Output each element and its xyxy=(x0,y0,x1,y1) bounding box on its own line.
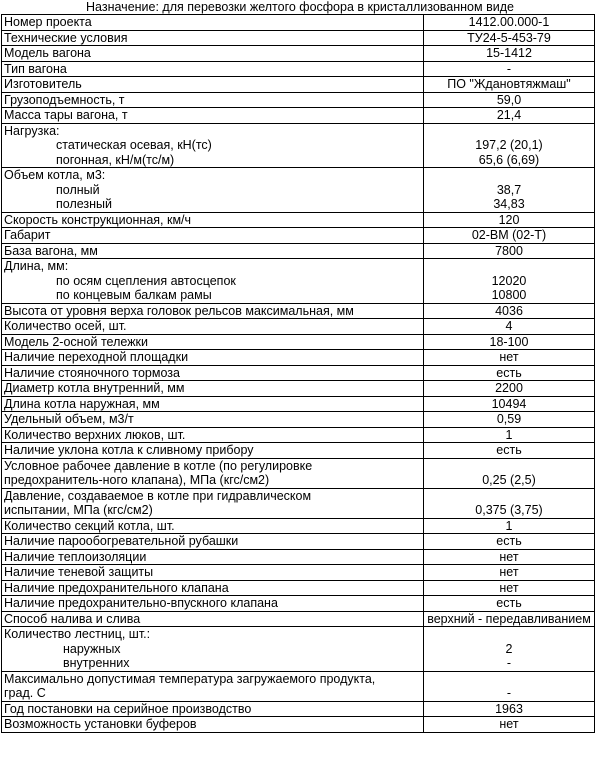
sub-parameter-label: погонная, кН/м(тс/м) xyxy=(56,152,175,167)
sub-parameter-value: - xyxy=(506,656,512,670)
value-spacer xyxy=(426,627,592,642)
parameter-value: есть xyxy=(496,443,522,457)
table-row xyxy=(2,108,595,124)
parameter-cell xyxy=(2,168,424,213)
value-cell xyxy=(424,701,595,717)
value-cell xyxy=(424,381,595,397)
parameter-label: Длина, мм: xyxy=(4,259,69,273)
sub-parameter-value: 197,2 (20,1) xyxy=(475,138,543,152)
parameter-cell xyxy=(2,580,424,596)
value-spacer xyxy=(426,124,592,139)
table-row xyxy=(2,46,595,62)
parameter-label: Количество секций котла, шт. xyxy=(4,518,175,533)
parameter-cell xyxy=(2,443,424,459)
parameter-value: ПО "Ждановтяжмаш" xyxy=(447,77,571,91)
parameter-label: Объем котла, м3: xyxy=(4,168,106,182)
table-row xyxy=(2,412,595,428)
table-row xyxy=(2,365,595,381)
table-row xyxy=(2,350,595,366)
sub-parameter-value: 2 xyxy=(505,641,513,656)
table-row xyxy=(2,611,595,627)
sub-parameter-label: по осям сцепления автосцепок xyxy=(56,273,236,288)
value-cell xyxy=(424,46,595,62)
parameter-label: Длина котла наружная, мм xyxy=(4,396,160,411)
parameter-cell xyxy=(2,243,424,259)
sub-parameter-value: 34,83 xyxy=(493,197,525,211)
parameter-cell xyxy=(2,549,424,565)
parameter-label: Количество осей, шт. xyxy=(4,319,127,333)
parameter-cell xyxy=(2,427,424,443)
value-cell xyxy=(424,580,595,596)
parameter-cell xyxy=(2,319,424,335)
parameter-value: 1 xyxy=(505,518,513,533)
value-cell xyxy=(424,518,595,534)
parameter-label: Изготовитель xyxy=(4,77,82,91)
parameter-value: 21,4 xyxy=(496,108,522,122)
parameter-value: нет xyxy=(499,717,519,731)
table-row xyxy=(2,334,595,350)
value-cell xyxy=(424,443,595,459)
value-cell xyxy=(424,611,595,627)
value-cell xyxy=(424,427,595,443)
sub-parameter-label: внутренних xyxy=(63,656,130,670)
table-row xyxy=(2,381,595,397)
parameter-label: Количество верхних люков, шт. xyxy=(4,427,186,442)
table-row xyxy=(2,168,595,213)
parameter-value: верхний - передавливанием xyxy=(427,611,591,626)
table-row xyxy=(2,30,595,46)
value-cell xyxy=(424,717,595,733)
table-row xyxy=(2,701,595,717)
value-cell xyxy=(424,92,595,108)
parameter-label: Габарит xyxy=(4,228,51,242)
parameter-value: нет xyxy=(499,565,519,579)
parameter-value: - xyxy=(506,686,512,700)
parameter-cell xyxy=(2,46,424,62)
table-row xyxy=(2,458,595,488)
sub-parameter-label: полезный xyxy=(56,197,113,211)
value-cell xyxy=(424,334,595,350)
parameter-cell xyxy=(2,627,424,672)
parameter-cell xyxy=(2,212,424,228)
table-row xyxy=(2,396,595,412)
parameter-value: 1412.00.000-1 xyxy=(468,15,550,29)
value-cell xyxy=(424,549,595,565)
table-row xyxy=(2,580,595,596)
parameter-value: 0,375 (3,75) xyxy=(475,503,543,517)
parameter-value: 59,0 xyxy=(496,92,522,107)
parameter-label: Количество лестниц, шт.: xyxy=(4,627,151,641)
table-row xyxy=(2,534,595,550)
table-row xyxy=(2,259,595,304)
parameter-value: есть xyxy=(496,534,522,548)
table-row xyxy=(2,228,595,244)
parameter-label: Возможность установки буферов xyxy=(4,717,197,731)
value-cell xyxy=(424,488,595,518)
table-row xyxy=(2,443,595,459)
parameter-value: 4 xyxy=(505,319,513,333)
value-cell xyxy=(424,212,595,228)
parameter-cell xyxy=(2,717,424,733)
value-cell xyxy=(424,30,595,46)
sub-parameter-value: 38,7 xyxy=(496,182,522,197)
parameter-cell xyxy=(2,488,424,518)
parameter-cell xyxy=(2,534,424,550)
table-row xyxy=(2,717,595,733)
parameter-label: Нагрузка: xyxy=(4,123,60,138)
table-row xyxy=(2,549,595,565)
parameter-label: Модель вагона xyxy=(4,46,91,60)
specification-table xyxy=(1,14,595,733)
parameter-label: Наличие предохранительно-впускного клапана xyxy=(4,596,278,610)
value-spacer xyxy=(426,459,592,474)
parameter-cell xyxy=(2,77,424,93)
parameter-label-line: град. С xyxy=(4,686,46,700)
value-cell xyxy=(424,565,595,581)
parameter-label: Скорость конструкционная, км/ч xyxy=(4,212,192,227)
parameter-value: 0,25 (2,5) xyxy=(482,473,536,487)
value-cell xyxy=(424,412,595,428)
parameter-cell xyxy=(2,228,424,244)
parameter-cell xyxy=(2,518,424,534)
table-row xyxy=(2,518,595,534)
value-spacer xyxy=(426,489,592,504)
parameter-label: Способ налива и слива xyxy=(4,611,141,626)
parameter-cell xyxy=(2,15,424,31)
parameter-label: Высота от уровня верха головок рельсов максимальная, мм xyxy=(4,303,354,318)
parameter-cell xyxy=(2,303,424,319)
parameter-value: 10494 xyxy=(491,396,527,411)
value-cell xyxy=(424,243,595,259)
parameter-value: есть xyxy=(496,365,522,380)
parameter-value: 0,59 xyxy=(496,412,522,426)
parameter-cell xyxy=(2,596,424,612)
table-row xyxy=(2,596,595,612)
value-cell xyxy=(424,365,595,381)
parameter-cell xyxy=(2,123,424,168)
table-row xyxy=(2,212,595,228)
parameter-label: Наличие теплоизоляции xyxy=(4,549,147,564)
value-cell xyxy=(424,15,595,31)
sub-parameter-label: полный xyxy=(56,182,100,197)
value-cell xyxy=(424,319,595,335)
value-cell xyxy=(424,123,595,168)
sub-parameter-label: по концевым балкам рамы xyxy=(56,288,212,302)
parameter-label: Год постановки на серийное производство xyxy=(4,701,252,716)
value-cell xyxy=(424,259,595,304)
parameter-label: Наличие переходной площадки xyxy=(4,350,189,364)
table-row xyxy=(2,243,595,259)
value-cell xyxy=(424,671,595,701)
parameter-cell xyxy=(2,30,424,46)
value-cell xyxy=(424,168,595,213)
sub-parameter-value: 65,6 (6,69) xyxy=(478,152,540,167)
table-row xyxy=(2,123,595,168)
parameter-cell xyxy=(2,92,424,108)
parameter-value: 4036 xyxy=(495,303,523,318)
parameter-label: Номер проекта xyxy=(4,15,92,29)
sub-parameter-value: 12020 xyxy=(491,273,527,288)
parameter-value: ТУ24-5-453-79 xyxy=(467,30,551,45)
parameter-cell xyxy=(2,334,424,350)
parameter-cell xyxy=(2,396,424,412)
document-title: Назначение: для перевозки желтого фосфора в кристаллизованном виде xyxy=(86,0,514,14)
parameter-cell xyxy=(2,458,424,488)
value-cell xyxy=(424,350,595,366)
parameter-label-line: Условное рабочее давление в котле (по регулировке xyxy=(4,458,313,473)
parameter-label: Грузоподъемность, т xyxy=(4,92,125,107)
parameter-value: 1963 xyxy=(495,701,523,716)
sub-parameter-label: наружных xyxy=(63,641,121,656)
parameter-label: Диаметр котла внутренний, мм xyxy=(4,381,185,395)
parameter-label: Тип вагона xyxy=(4,61,67,76)
parameter-value: - xyxy=(506,61,512,76)
table-row xyxy=(2,427,595,443)
value-cell xyxy=(424,627,595,672)
sub-parameter-label: статическая осевая, кН(тс) xyxy=(56,138,212,152)
table-row xyxy=(2,671,595,701)
parameter-cell xyxy=(2,350,424,366)
parameter-value: нет xyxy=(499,580,519,595)
parameter-value: нет xyxy=(499,350,519,364)
value-cell xyxy=(424,458,595,488)
parameter-value: есть xyxy=(496,596,522,610)
parameter-label: Наличие теневой защиты xyxy=(4,565,154,579)
value-cell xyxy=(424,77,595,93)
parameter-value: 1 xyxy=(505,427,513,442)
parameter-value: 18-100 xyxy=(489,334,529,349)
parameter-cell xyxy=(2,381,424,397)
sub-parameter-value: 10800 xyxy=(491,288,527,302)
parameter-cell xyxy=(2,108,424,124)
table-row xyxy=(2,565,595,581)
table-row xyxy=(2,61,595,77)
value-cell xyxy=(424,303,595,319)
table-row xyxy=(2,92,595,108)
parameter-label-line: испытании, МПа (кгс/см2) xyxy=(4,503,153,517)
parameter-value: 2200 xyxy=(495,381,523,395)
parameter-label: Удельный объем, м3/т xyxy=(4,412,134,426)
value-spacer xyxy=(426,259,592,274)
parameter-value: 02-ВМ (02-Т) xyxy=(471,228,547,242)
parameter-cell xyxy=(2,611,424,627)
parameter-value: 7800 xyxy=(495,243,523,258)
parameter-label: Наличие предохранительного клапана xyxy=(4,580,229,595)
value-spacer xyxy=(426,168,592,183)
parameter-label: Наличие стояночного тормоза xyxy=(4,365,180,380)
parameter-cell xyxy=(2,701,424,717)
parameter-cell xyxy=(2,365,424,381)
parameter-label: Масса тары вагона, т xyxy=(4,108,128,122)
table-row xyxy=(2,488,595,518)
parameter-label: Наличие парообогревательной рубашки xyxy=(4,534,239,548)
parameter-label-line: предохранитель-ного клапана), МПа (кгс/см2) xyxy=(4,473,270,487)
parameter-label: Технические условия xyxy=(4,30,128,45)
parameter-label: База вагона, мм xyxy=(4,243,98,258)
parameter-cell xyxy=(2,259,424,304)
table-row xyxy=(2,319,595,335)
specification-table-body xyxy=(2,15,595,733)
parameter-cell xyxy=(2,61,424,77)
table-row xyxy=(2,627,595,672)
value-cell xyxy=(424,534,595,550)
parameter-cell xyxy=(2,565,424,581)
value-cell xyxy=(424,61,595,77)
parameter-value: нет xyxy=(499,549,519,564)
parameter-value: 15-1412 xyxy=(486,46,532,60)
parameter-cell xyxy=(2,412,424,428)
parameter-label-line: Давление, создаваемое в котле при гидравлическом xyxy=(4,488,312,503)
parameter-value: 120 xyxy=(498,212,520,227)
parameter-label-line: Максимально допустимая температура загружаемого продукта, xyxy=(4,671,376,686)
table-row xyxy=(2,77,595,93)
parameter-label: Модель 2-осной тележки xyxy=(4,334,149,349)
value-cell xyxy=(424,108,595,124)
value-cell xyxy=(424,228,595,244)
value-cell xyxy=(424,596,595,612)
parameter-label: Наличие уклона котла к сливному прибору xyxy=(4,443,254,457)
table-row xyxy=(2,303,595,319)
value-spacer xyxy=(426,672,592,687)
value-cell xyxy=(424,396,595,412)
parameter-cell xyxy=(2,671,424,701)
table-row xyxy=(2,15,595,31)
